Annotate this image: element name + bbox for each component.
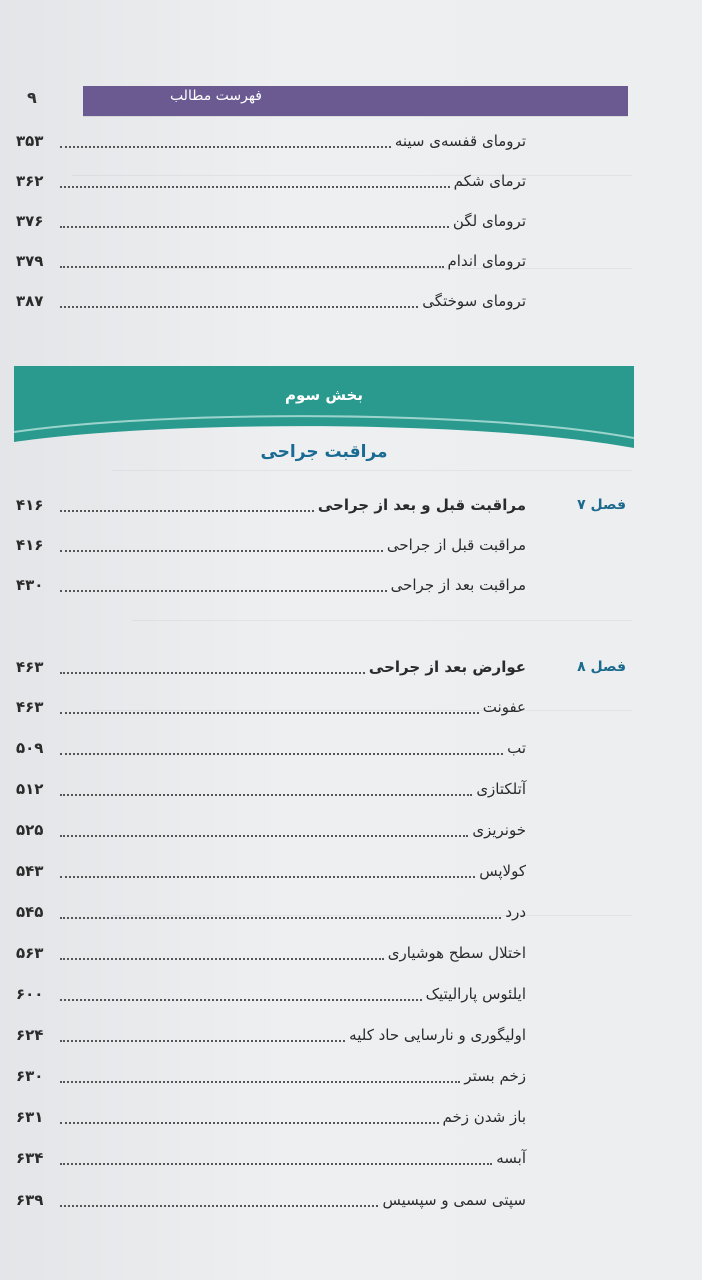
toc-entry[interactable] [16, 856, 526, 886]
toc-entry[interactable] [16, 530, 526, 560]
toc-entry[interactable] [16, 1102, 526, 1132]
toc-page-number: ۴۶۳ [16, 698, 44, 716]
toc-entry[interactable] [16, 570, 526, 600]
toc-entry[interactable] [16, 692, 526, 722]
toc-entry[interactable] [16, 166, 526, 196]
leader-dots [60, 226, 449, 228]
header-bar [83, 86, 628, 116]
leader-dots [60, 753, 503, 755]
toc-page-number: ۶۲۴ [16, 1026, 44, 1044]
leader-dots [60, 672, 365, 674]
toc-page-number: ۵۶۳ [16, 944, 44, 962]
toc-entry-title: ایلئوس پارالیتیک [425, 985, 526, 1003]
chapter-title: مراقبت قبل و بعد از جراحی [317, 496, 526, 514]
toc-page-number: ۵۲۵ [16, 821, 44, 839]
leader-dots [60, 1040, 345, 1042]
toc-entry-title: سپتی سمی و سپسیس [382, 1191, 526, 1209]
toc-entry-title: باز شدن زخم [442, 1108, 526, 1126]
leader-dots [60, 1205, 378, 1207]
toc-entry-title: آتلکتازی [476, 780, 526, 798]
leader-dots [60, 590, 387, 592]
leader-dots [60, 1122, 439, 1124]
toc-entry-title: ترومای قفسه‌ی سینه [394, 132, 526, 150]
bleed-through-line [132, 620, 632, 621]
toc-entry[interactable] [16, 815, 526, 845]
section-title: بخش سوم [284, 386, 364, 404]
leader-dots [60, 794, 472, 796]
toc-entry[interactable] [16, 1143, 526, 1173]
toc-entry-title: زخم بستر [464, 1067, 526, 1085]
chapter-title: عوارض بعد از جراحی [368, 658, 526, 676]
leader-dots [60, 1163, 492, 1165]
chapter-heading[interactable] [16, 652, 526, 682]
leader-dots [60, 958, 384, 960]
section-banner [14, 366, 634, 448]
toc-entry-title: تب [507, 739, 526, 757]
toc-entry-title: آبسه [496, 1149, 526, 1167]
leader-dots [60, 999, 422, 1001]
leader-dots [60, 186, 450, 188]
chapter-label: فصل ۷ [577, 497, 626, 513]
chapter-heading[interactable] [16, 490, 526, 520]
leader-dots [60, 306, 418, 308]
leader-dots [60, 550, 383, 552]
toc-entry-title: مراقبت قبل از جراحی [386, 536, 526, 554]
toc-entry[interactable] [16, 206, 526, 236]
toc-page-number: ۵۴۳ [16, 862, 44, 880]
toc-entry-title: خونریزی [472, 821, 526, 839]
chapter-label: فصل ۸ [577, 659, 626, 675]
toc-page-number: ۵۰۹ [16, 739, 44, 757]
toc-page-number: ۴۱۶ [16, 536, 44, 554]
leader-dots [60, 266, 444, 268]
toc-entry[interactable] [16, 1185, 526, 1215]
toc-entry[interactable] [16, 1061, 526, 1091]
toc-entry[interactable] [16, 733, 526, 763]
header-page-number: ۹ [27, 88, 37, 107]
toc-entry[interactable] [16, 938, 526, 968]
toc-page-number: ۵۴۵ [16, 903, 44, 921]
toc-page-number: ۶۰۰ [16, 985, 44, 1003]
toc-page-number: ۶۳۹ [16, 1191, 44, 1209]
toc-entry[interactable] [16, 979, 526, 1009]
leader-dots [60, 835, 468, 837]
toc-entry-title: عفونت [482, 698, 526, 716]
leader-dots [60, 146, 391, 148]
toc-page-number: ۴۶۳ [16, 658, 44, 676]
bleed-through-line [112, 470, 632, 471]
toc-page-number: ۴۱۶ [16, 496, 44, 514]
toc-entry[interactable] [16, 286, 526, 316]
toc-entry-title: ترومای سوختگی [422, 292, 526, 310]
toc-entry[interactable] [16, 897, 526, 927]
toc-entry-title: کولاپس [479, 862, 526, 880]
toc-entry[interactable] [16, 246, 526, 276]
toc-page-number: ۵۱۲ [16, 780, 44, 798]
toc-entry-title: درد [505, 903, 526, 921]
section-subtitle: مراقبت جراحی [260, 442, 388, 462]
toc-entry-title: ترمای شکم [453, 172, 526, 190]
toc-entry[interactable] [16, 774, 526, 804]
toc-page-number: ۳۷۹ [16, 252, 44, 270]
toc-entry-title: اختلال سطح هوشیاری [387, 944, 526, 962]
toc-entry[interactable] [16, 1020, 526, 1050]
toc-page-number: ۳۸۷ [16, 292, 44, 310]
toc-page-number: ۴۳۰ [16, 576, 44, 594]
toc-page-number: ۶۳۱ [16, 1108, 44, 1126]
toc-entry-title: اولیگوری و نارسایی حاد کلیه [349, 1026, 526, 1044]
header-title: فهرست مطالب [169, 88, 262, 104]
leader-dots [60, 917, 501, 919]
leader-dots [60, 712, 479, 714]
toc-page-number: ۳۵۳ [16, 132, 44, 150]
toc-page-number: ۳۶۲ [16, 172, 44, 190]
leader-dots [60, 510, 314, 512]
toc-page-number: ۶۳۰ [16, 1067, 44, 1085]
toc-entry-title: ترومای اندام [447, 252, 526, 270]
leader-dots [60, 876, 475, 878]
toc-entry-title: مراقبت بعد از جراحی [390, 576, 526, 594]
toc-page-number: ۶۳۴ [16, 1149, 44, 1167]
toc-entry[interactable] [16, 126, 526, 156]
toc-entry-title: ترومای لگن [452, 212, 526, 230]
toc-page-number: ۳۷۶ [16, 212, 44, 230]
leader-dots [60, 1081, 460, 1083]
